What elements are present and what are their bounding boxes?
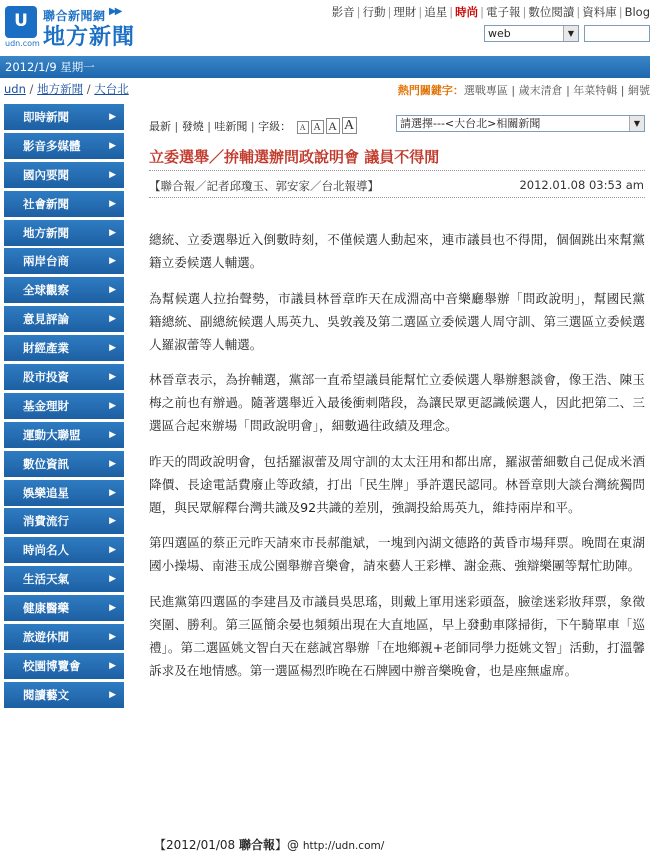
date-bar: [0, 56, 650, 78]
sidebar-item-label: 運動大聯盟: [23, 427, 81, 442]
current-date: 2012/1/9 星期一: [5, 60, 95, 74]
chevron-right-icon: ▶: [109, 256, 116, 267]
chevron-right-icon: ▶: [109, 285, 116, 296]
sidebar-item-label: 地方新聞: [23, 225, 69, 240]
sidebar-item-opinion[interactable]: [4, 306, 124, 332]
sidebar-item-label: 影音多媒體: [23, 138, 81, 153]
article-body: [149, 228, 645, 694]
chevron-right-icon: ▶: [109, 574, 116, 585]
sidebar-item-sports[interactable]: [4, 422, 124, 448]
sidebar-item-travel[interactable]: [4, 624, 124, 650]
top-nav: 影音 | 行動 | 理財 | 追星 | 時尚 | 電子報 | 數位閱讀 | 資料庫 | Blog: [331, 5, 650, 19]
font-size-label: 字級：: [258, 120, 292, 133]
logo-icon: U: [5, 6, 37, 38]
chevron-right-icon: ▶: [109, 689, 116, 700]
sidebar-item-label: 旅遊休閒: [23, 630, 69, 645]
sidebar-item-label: 校園博覽會: [23, 658, 81, 673]
divider: [149, 197, 645, 198]
breadcrumb-udn[interactable]: udn: [4, 82, 26, 96]
sidebar-item-label: 股市投資: [23, 370, 69, 385]
sidebar-item-digital[interactable]: [4, 451, 124, 477]
sidebar-item-label: 社會新聞: [23, 196, 69, 211]
chevron-right-icon: ▶: [109, 198, 116, 209]
chevron-right-icon: ▶: [109, 632, 116, 643]
sidebar-item-domestic[interactable]: [4, 162, 124, 188]
divider: [149, 170, 645, 171]
sidebar-item-society[interactable]: [4, 191, 124, 217]
sidebar-item-label: 國內要聞: [23, 167, 69, 182]
search-type-value: web: [488, 27, 511, 40]
chevron-right-icon: ▶: [109, 400, 116, 411]
source-name: 聯合報: [238, 838, 275, 852]
hot-keyword-item[interactable]: 歲末清倉: [518, 84, 563, 97]
hot-keyword-item[interactable]: 選戰專區: [463, 84, 508, 97]
chevron-down-icon: ▼: [563, 26, 578, 41]
sidebar-item-label: 全球觀察: [23, 283, 69, 298]
source-suffix: 】@: [275, 838, 303, 852]
chevron-right-icon: ▶: [109, 372, 116, 383]
topnav-item-blog[interactable]: Blog: [624, 5, 650, 19]
breadcrumb-local-news[interactable]: 地方新聞: [37, 82, 84, 96]
chevron-right-icon: ▶: [109, 112, 116, 122]
sidebar-item-cross-strait[interactable]: [4, 248, 124, 274]
chevron-right-icon: ▶: [109, 603, 116, 614]
chevron-right-icon: ▶: [109, 429, 116, 440]
chevron-right-icon: ▶: [109, 458, 116, 469]
sidebar-item-funds[interactable]: [4, 393, 124, 419]
sidebar-item-reading-arts[interactable]: [4, 682, 124, 708]
hot-keyword-item[interactable]: 年菜特輯: [573, 84, 618, 97]
topnav-item-video[interactable]: 影音: [331, 5, 355, 19]
brand-arrows-icon: ▶▶: [109, 6, 121, 17]
topnav-item-epaper[interactable]: 電子報: [485, 5, 521, 19]
sidebar-item-realtime-news[interactable]: [4, 104, 124, 130]
sidebar-item-multimedia[interactable]: [4, 133, 124, 159]
sidebar-item-label: 意見評論: [23, 312, 69, 327]
sidebar-item-consumer[interactable]: [4, 508, 124, 534]
search-input[interactable]: [584, 25, 650, 42]
udn-logo[interactable]: [5, 6, 40, 48]
article-paragraph: 第四選區的蔡正元昨天請來市長郝龍斌，一塊到內湖文德路的黃昏市場拜票。晚間在東湖國小操場、南港玉成公園舉辦音樂會，請來藝人王彩樺、謝金燕、強辯樂團等幫忙助陣。: [149, 535, 645, 573]
logo-subtext: udn.com: [5, 39, 40, 48]
sidebar-item-label: 消費流行: [23, 514, 69, 529]
article-paragraph: 總統、立委選舉近入倒數時刻，不僅候選人動起來，連市議員也不得閒，個個跳出來幫黨籍立委候選人輔選。: [149, 232, 645, 270]
chevron-right-icon: ▶: [109, 169, 116, 180]
brand-section-name[interactable]: 地方新聞: [43, 25, 136, 50]
font-size-xs-button[interactable]: A: [297, 121, 309, 134]
related-news-value: 請選擇---<大台北>相關新聞: [400, 117, 541, 130]
article-source: [154, 836, 384, 853]
topnav-item-database[interactable]: 資料庫: [582, 5, 617, 19]
source-date: 【2012/01/08: [154, 838, 239, 852]
sidebar-item-label: 閱讀藝文: [23, 687, 69, 702]
topnav-item-mobile[interactable]: 行動: [362, 5, 386, 19]
sidebar-item-business[interactable]: [4, 335, 124, 361]
sidebar-item-entertainment[interactable]: [4, 480, 124, 506]
article-paragraph: 為幫候選人拉抬聲勢，市議員林晉章昨天在成淵高中音樂廳舉辦「問政說明」，幫國民黨籍總統、副總統候選人馬英九、吳敦義及第二選區立委候選人周守訓、第三選區立委候選人羅淑蕾等人輔選。: [149, 290, 645, 352]
article-paragraph: 林晉章表示，為拚輔選，黨部一直希望議員能幫忙立委候選人舉辦懇談會，像王浩、陳玉梅之前也有辦過。隨著選舉近入最後衝刺階段，為讓民眾更認識候選人，因此把第二、三選區合起來辦場「問政說明會」，細數過往政績及理念。: [149, 372, 645, 433]
font-size-m-button[interactable]: A: [326, 118, 340, 134]
font-size-s-button[interactable]: A: [311, 120, 324, 134]
topnav-item-finance[interactable]: 理財: [393, 5, 417, 19]
search-type-select[interactable]: [484, 25, 579, 42]
sidebar-item-label: 娛樂追星: [23, 485, 69, 500]
source-url[interactable]: http://udn.com/: [302, 840, 385, 852]
chevron-right-icon: ▶: [109, 660, 116, 671]
sidebar-item-label: 時尚名人: [23, 543, 69, 558]
sidebar-item-local[interactable]: [4, 220, 124, 246]
chevron-down-icon: ▼: [629, 116, 644, 131]
font-size-l-button[interactable]: A: [342, 117, 357, 134]
sidebar-item-label: 基金理財: [23, 398, 69, 413]
sidebar-item-campus[interactable]: [4, 653, 124, 679]
sidebar-item-life-weather[interactable]: [4, 566, 124, 592]
topnav-item-star[interactable]: 追星: [424, 5, 448, 19]
breadcrumb: udn / 地方新聞 / 大台北: [4, 82, 129, 96]
topnav-item-fashion[interactable]: 時尚: [455, 5, 479, 19]
article-toolbar: 最新 | 發燒 | 哇新聞 | 字級： A A A A: [149, 117, 357, 134]
sidebar-item-label: 生活天氣: [23, 572, 69, 587]
related-news-select[interactable]: [396, 115, 645, 132]
topnav-item-reading[interactable]: 數位閱讀: [528, 5, 575, 19]
hot-keywords: 熱門關鍵字：選戰專區 | 歲末清倉 | 年菜特輯 | 網號: [397, 84, 650, 97]
sidebar-item-fashion[interactable]: [4, 537, 124, 563]
chevron-right-icon: ▶: [109, 545, 116, 556]
sidebar-item-label: 數位資訊: [23, 456, 69, 471]
sidebar-nav: [4, 104, 124, 711]
toolbar-hot-link[interactable]: 發燒: [181, 120, 204, 133]
breadcrumb-taipei[interactable]: 大台北: [94, 82, 129, 96]
toolbar-wow-link[interactable]: 哇新聞: [214, 120, 248, 133]
article-byline: 【聯合報／記者邱瓊玉、郭安家／台北報導】: [149, 179, 379, 193]
sidebar-item-label: 健康醫藥: [23, 601, 69, 616]
chevron-right-icon: ▶: [109, 314, 116, 325]
chevron-right-icon: ▶: [109, 140, 116, 151]
site-header: [0, 0, 650, 54]
article-title: 立委選舉／拚輔選辦問政說明會 議員不得閒: [149, 148, 440, 166]
sidebar-item-label: 財經產業: [23, 341, 69, 356]
brand-network-name: 聯合新聞網: [43, 9, 106, 23]
hot-keywords-label: 熱門關鍵字：: [397, 84, 464, 97]
sidebar-item-global[interactable]: [4, 277, 124, 303]
hot-keyword-item[interactable]: 網號: [628, 84, 650, 97]
chevron-right-icon: ▶: [109, 487, 116, 498]
article-timestamp: 2012.01.08 03:53 am: [519, 178, 644, 192]
chevron-right-icon: ▶: [109, 227, 116, 238]
toolbar-latest-link[interactable]: 最新: [149, 120, 171, 133]
chevron-right-icon: ▶: [109, 343, 116, 354]
chevron-right-icon: ▶: [109, 516, 116, 527]
article-paragraph: 民進黨第四選區的李建昌及市議員吳思瑤，則戴上軍用迷彩頭盔，臉塗迷彩妝拜票，象徵突圍、勝利。第三區簡余晏也頻頻出現在大直地區，早上發動車隊掃街，下午騎單車「巡禮」。第二選區姚文智白天在慈誠宮舉辦「在地鄉親+老師同學力挺姚文智」活動，打溫馨訴求及在地情感。第一選區楊烈昨晚在石牌國中辦音樂晚會，也是座無虛席。: [149, 593, 645, 678]
sidebar-item-stocks[interactable]: [4, 364, 124, 390]
article-paragraph: 昨天的問政說明會，包括羅淑蕾及周守訓的太太汪用和都出席，羅淑蕾細數自己促成米酒降價、長途電話費廢止等政績，打出「民生牌」爭許選民認同。林晉章則大談台灣統獨問題，與民眾解釋台灣共識及92共識的差別，強調投給馬英九，維持兩岸和平。: [149, 453, 645, 515]
sidebar-item-health[interactable]: [4, 595, 124, 621]
sidebar-item-label: 即時新聞: [23, 110, 69, 124]
sidebar-item-label: 兩岸台商: [23, 254, 69, 269]
